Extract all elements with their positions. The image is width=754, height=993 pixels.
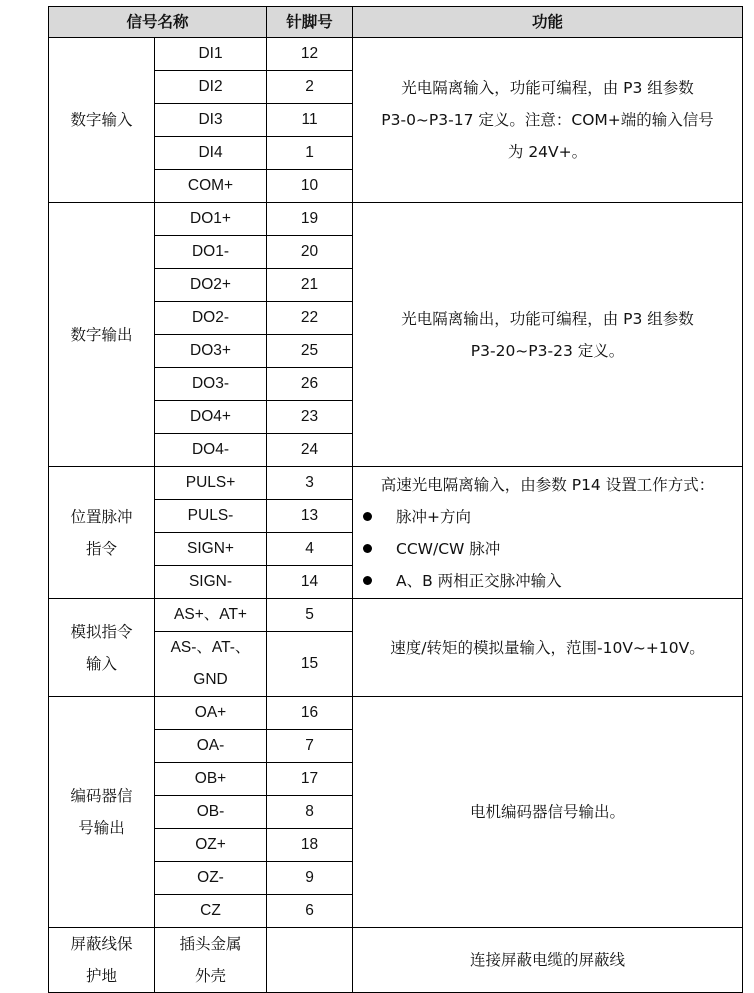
signal-line: AS-、AT-、 [170,639,251,656]
pin-cell: 6 [267,895,353,928]
bullet-item [355,501,740,533]
header-signal-name: 信号名称 [49,7,267,38]
pin-cell: 19 [267,203,353,236]
signal-cell: AS+、AT+ [155,599,267,632]
function-intro: 高速光电隔离输入，由参数 P14 设置工作方式： [380,475,715,494]
signal-cell: SIGN- [155,566,267,599]
function-digital-input [353,38,743,203]
signal-cell: DI1 [155,38,267,71]
pin-cell: 22 [267,302,353,335]
signal-pin-table [48,6,743,993]
function-line: 速度/转矩的模拟量输入，范围-10V~+10V。 [390,638,705,657]
pin-cell: 12 [267,38,353,71]
group-name-line: 编码器信 [70,787,133,805]
function-line: P3-0~P3-17 定义。注意：COM+端的输入信号 [381,111,714,129]
pin-cell: 3 [267,467,353,500]
bullet-text: 脉冲+方向 [396,507,472,526]
signal-cell: DI4 [155,137,267,170]
group-name-line: 模拟指令 [70,622,133,641]
group-name-line: 数字输入 [70,111,133,129]
group-name-line: 屏蔽线保 [70,935,133,953]
signal-cell: DI3 [155,104,267,137]
pin-cell: 2 [267,71,353,104]
signal-cell [155,632,267,697]
pin-cell: 24 [267,434,353,467]
pin-cell: 15 [267,632,353,697]
bullet-text: CCW/CW 脉冲 [396,539,501,558]
pin-cell: 16 [267,697,353,730]
signal-cell: DO2+ [155,269,267,302]
signal-cell: OB+ [155,763,267,796]
function-line: 光电隔离输入，功能可编程，由 P3 组参数 [401,79,694,97]
bullet-dot-icon [363,544,372,553]
bullet-dot-icon [363,576,372,585]
function-line: 连接屏蔽电缆的屏蔽线 [470,951,626,969]
pin-cell: 13 [267,500,353,533]
pin-cell: 8 [267,796,353,829]
group-name-line: 护地 [85,967,117,985]
table-row [49,697,743,730]
bullet-dot-icon [363,512,372,521]
pin-cell: 7 [267,730,353,763]
group-name-digital-input [49,38,155,203]
pin-cell: 23 [267,401,353,434]
group-name-line: 输入 [85,654,117,673]
table-row [49,38,743,71]
pin-cell: 26 [267,368,353,401]
signal-cell: OA+ [155,697,267,730]
pin-cell: 20 [267,236,353,269]
bullet-item [355,533,740,565]
signal-cell: OB- [155,796,267,829]
header-pin-number: 针脚号 [267,7,353,38]
signal-cell: DO1+ [155,203,267,236]
bullet-text: A、B 两相正交脉冲输入 [396,571,562,590]
group-name-digital-output [49,203,155,467]
function-line: 光电隔离输出，功能可编程，由 P3 组参数 [401,309,694,328]
header-function: 功能 [353,7,743,38]
signal-cell [155,928,267,993]
table-row [49,203,743,236]
pin-cell: 11 [267,104,353,137]
pin-cell [267,928,353,993]
function-line: P3-20~P3-23 定义。 [470,341,625,360]
signal-cell: DO3- [155,368,267,401]
group-name-analog-input [49,599,155,697]
group-name-line: 号输出 [78,819,125,837]
function-position-pulse [353,467,743,599]
group-name-shield-ground [49,928,155,993]
group-name-encoder-output [49,697,155,928]
pin-cell: 9 [267,862,353,895]
function-encoder-output [353,697,743,928]
signal-cell: COM+ [155,170,267,203]
pin-cell: 14 [267,566,353,599]
signal-cell: OA- [155,730,267,763]
function-shield-ground [353,928,743,993]
signal-cell: OZ+ [155,829,267,862]
bullet-item [355,565,740,597]
signal-cell: DO3+ [155,335,267,368]
signal-cell: DO4+ [155,401,267,434]
signal-cell: DI2 [155,71,267,104]
group-name-line: 位置脉冲 [70,507,133,526]
group-name-line: 指令 [85,539,117,558]
pin-cell: 21 [267,269,353,302]
pin-cell: 10 [267,170,353,203]
signal-table-wrapper [48,6,742,993]
signal-cell: PULS+ [155,467,267,500]
signal-line: 外壳 [195,967,227,985]
signal-line: 插头金属 [179,935,242,953]
signal-cell: PULS- [155,500,267,533]
function-line: 电机编码器信号输出。 [470,803,626,821]
function-line: 为 24V+。 [507,143,588,161]
signal-cell: SIGN+ [155,533,267,566]
group-name-line: 数字输出 [70,325,133,344]
signal-line: GND [193,671,228,688]
table-row [49,928,743,993]
signal-cell: DO1- [155,236,267,269]
signal-cell: DO4- [155,434,267,467]
signal-cell: DO2- [155,302,267,335]
pin-cell: 25 [267,335,353,368]
pin-cell: 5 [267,599,353,632]
function-digital-output [353,203,743,467]
signal-cell: OZ- [155,862,267,895]
table-header-row [49,7,743,38]
table-row [49,467,743,500]
pin-cell: 17 [267,763,353,796]
pin-cell: 18 [267,829,353,862]
pin-cell: 1 [267,137,353,170]
signal-cell: CZ [155,895,267,928]
group-name-position-pulse [49,467,155,599]
table-row [49,599,743,632]
pin-cell: 4 [267,533,353,566]
function-analog-input [353,599,743,697]
